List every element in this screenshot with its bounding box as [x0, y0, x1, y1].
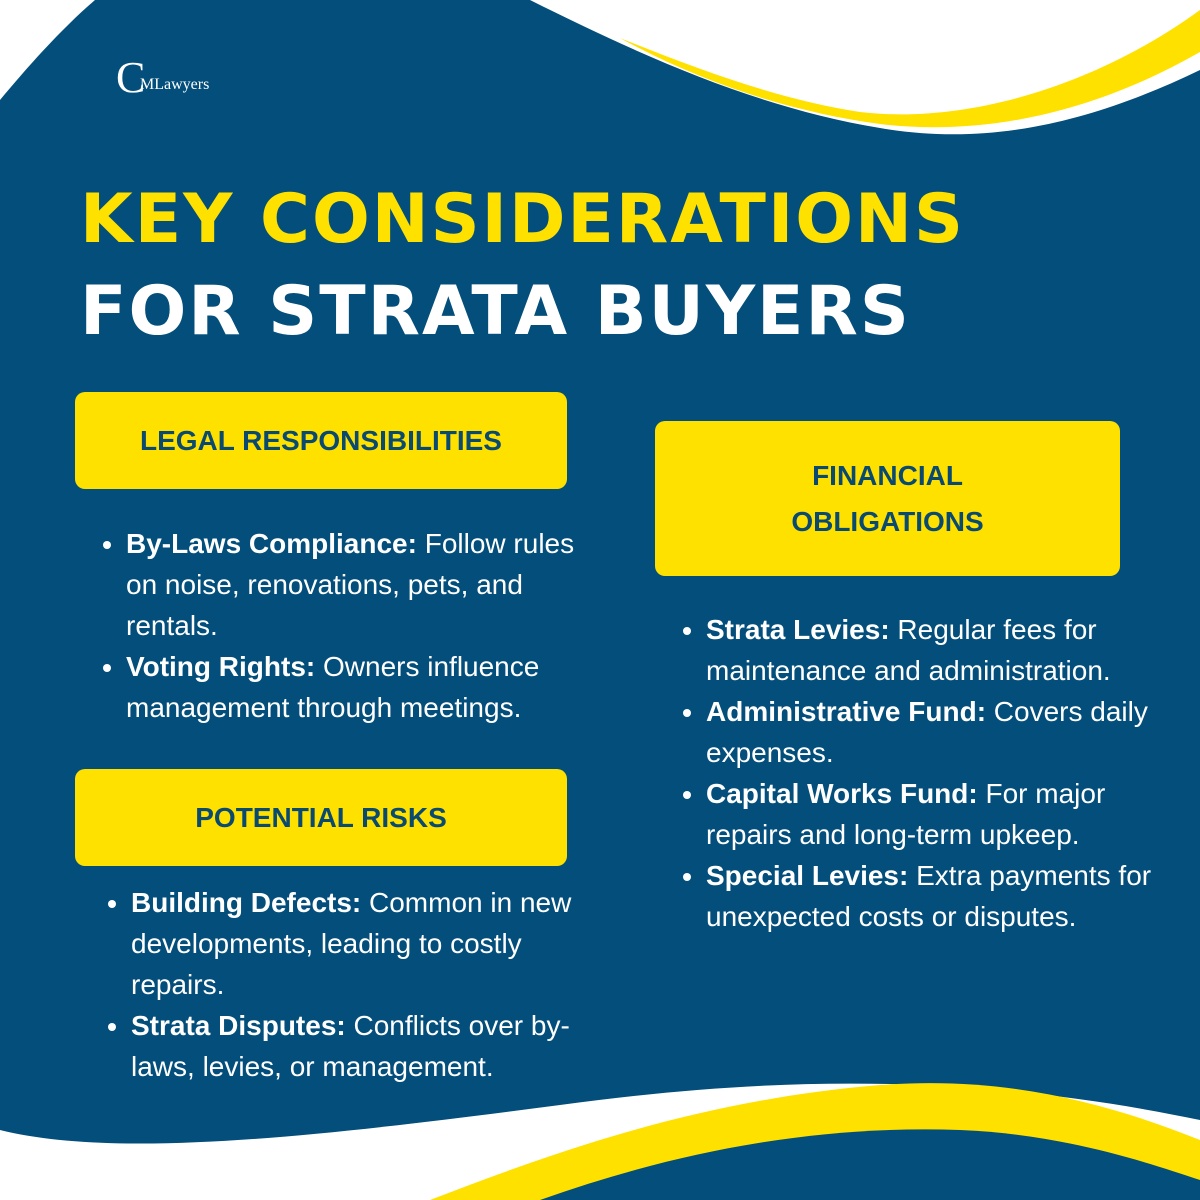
item-text: Owners influence management through meetings. — [126, 651, 540, 723]
financial-heading-line-1: FINANCIAL — [812, 459, 963, 491]
brand-logo — [116, 53, 226, 106]
item-text: Extra payments for unexpected costs or disputes. — [706, 860, 1152, 932]
list-item — [706, 609, 1156, 691]
item-text: Regular fees for maintenance and administration. — [706, 614, 1111, 686]
item-text: Common in new developments, leading to costly repairs. — [131, 887, 572, 1000]
list-item — [131, 882, 601, 1005]
item-text: For major repairs and long-term upkeep. — [706, 778, 1106, 850]
item-lead: Voting Rights: — [126, 651, 316, 682]
list-item — [706, 691, 1156, 773]
title-line-1: KEY CONSIDERATIONS — [80, 180, 965, 259]
item-lead: Special Levies: — [706, 860, 909, 891]
item-lead: Capital Works Fund: — [706, 778, 978, 809]
logo-text: MLawyers — [140, 76, 210, 93]
item-lead: Strata Levies: — [706, 614, 890, 645]
financial-obligations-heading — [655, 421, 1120, 576]
item-text: Follow rules on noise, renovations, pets, and rentals. — [126, 528, 575, 641]
financial-obligations-list — [676, 609, 1156, 937]
title-line-2: FOR STRATA BUYERS — [80, 272, 911, 351]
legal-responsibilities-heading — [75, 392, 567, 489]
list-item — [126, 523, 601, 646]
logo-initial: C — [116, 53, 146, 102]
item-text: Covers daily expenses. — [706, 696, 1148, 768]
item-text: Conflicts over by-laws, levies, or management. — [131, 1010, 570, 1082]
legal-responsibilities-list — [96, 523, 601, 728]
item-lead: Strata Disputes: — [131, 1010, 346, 1041]
list-item — [131, 1005, 601, 1087]
financial-heading-line-2: OBLIGATIONS — [791, 505, 984, 537]
list-item — [706, 855, 1156, 937]
legal-heading-text: LEGAL RESPONSIBILITIES — [140, 424, 502, 456]
list-item — [126, 646, 601, 728]
item-lead: Building Defects: — [131, 887, 362, 918]
potential-risks-list — [101, 882, 601, 1087]
item-lead: Administrative Fund: — [706, 696, 987, 727]
top-left-white-corner — [0, 0, 95, 100]
potential-risks-heading — [75, 769, 567, 866]
risks-heading-text: POTENTIAL RISKS — [195, 801, 447, 833]
list-item — [706, 773, 1156, 855]
item-lead: By-Laws Compliance: — [126, 528, 417, 559]
